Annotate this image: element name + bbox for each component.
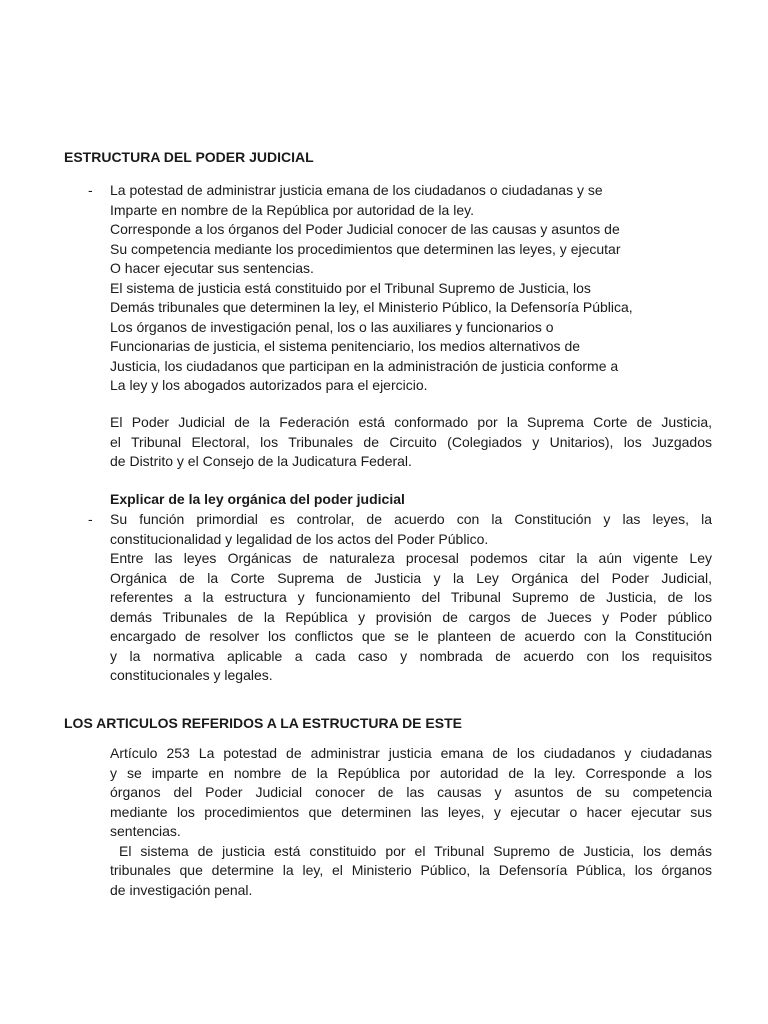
- text-line: y se imparte en nombre de la República por autoridad de la ley. Corresponde a los: [110, 764, 712, 781]
- text-line: O hacer ejecutar sus sentencias.: [110, 260, 314, 276]
- text-line: órganos del Poder Judicial conocer de las causas y asuntos de su competencia: [110, 784, 712, 800]
- text-line: Funcionarias de justicia, el sistema penitenciario, los medios alternativos de: [110, 338, 581, 354]
- section-heading-articulos: LOS ARTICULOS REFERIDOS A LA ESTRUCTURA DE ESTE: [64, 715, 462, 731]
- paragraph-ley-organica: [110, 510, 712, 686]
- list-bullet: -: [88, 511, 93, 527]
- subheading-ley-organica: Explicar de la ley orgánica del poder judicial: [110, 491, 405, 507]
- list-bullet: -: [88, 182, 93, 198]
- text-line: constitucionalidad y legalidad de los actos del Poder Público.: [110, 530, 489, 547]
- paragraph-estructura: [110, 181, 633, 396]
- text-line: de investigación penal.: [110, 881, 253, 898]
- text-line: Su función primordial es controlar, de acuerdo con la Constitución y las leyes, la: [110, 511, 712, 527]
- text-line: constitucionales y legales.: [110, 667, 273, 683]
- paragraph-poder-judicial-federacion: [110, 413, 712, 472]
- text-line: Demás tribunales que determinen la ley, el Ministerio Público, la Defensoría Pública,: [110, 299, 633, 315]
- text-line: el Tribunal Electoral, los Tribunales de Circuito (Colegiados y Unitarios), los Juzgados: [110, 433, 712, 450]
- text-line: tribunales que determine la ley, el Ministerio Público, la Defensoría Pública, los órganos: [110, 862, 712, 878]
- text-line: Artículo 253 La potestad de administrar justicia emana de los ciudadanos y ciudadanas: [110, 745, 712, 761]
- paragraph-articulo-253: [110, 744, 712, 900]
- text-line: Orgánica de la Corte Suprema de Justicia y la Ley Orgánica del Poder Judicial,: [110, 569, 712, 586]
- text-line: Corresponde a los órganos del Poder Judicial conocer de las causas y asuntos de: [110, 221, 620, 237]
- text-line: encargado de resolver los conflictos que se le planteen de acuerdo con la Constitución: [110, 628, 712, 644]
- text-line: de Distrito y el Consejo de la Judicatura Federal.: [110, 453, 412, 469]
- text-line: y la normativa aplicable a cada caso y nombrada de acuerdo con los requisitos: [110, 647, 712, 664]
- text-line: demás Tribunales de la República y provisión de cargos de Jueces y Poder público: [110, 608, 712, 625]
- text-line: El Poder Judicial de la Federación está conformado por la Suprema Corte de Justicia,: [110, 414, 712, 430]
- text-line: Su competencia mediante los procedimientos que determinen las leyes, y ejecutar: [110, 240, 621, 257]
- text-line: sentencias.: [110, 823, 181, 839]
- text-line: El sistema de justicia está constituido por el Tribunal Supremo de Justicia, los demás: [110, 842, 713, 859]
- text-line: La ley y los abogados autorizados para el ejercicio.: [110, 377, 428, 393]
- text-line: La potestad de administrar justicia emana de los ciudadanos o ciudadanas y se: [110, 182, 603, 198]
- text-line: El sistema de justicia está constituido por el Tribunal Supremo de Justicia, los: [110, 279, 591, 296]
- text-line: mediante los procedimientos que determinen las leyes, y ejecutar o hacer ejecutar sus: [110, 803, 712, 820]
- text-line: Entre las leyes Orgánicas de naturaleza procesal podemos citar la aún vigente Ley: [110, 550, 712, 566]
- text-line: referentes a la estructura y funcionamiento del Tribunal Supremo de Justicia, de los: [110, 589, 712, 605]
- text-line: Los órganos de investigación penal, los o las auxiliares y funcionarios o: [110, 318, 554, 335]
- text-line: Justicia, los ciudadanos que participan en la administración de justicia conforme a: [110, 357, 619, 374]
- text-line: Imparte en nombre de la República por autoridad de la ley.: [110, 201, 474, 218]
- section-heading-estructura: ESTRUCTURA DEL PODER JUDICIAL: [64, 149, 314, 165]
